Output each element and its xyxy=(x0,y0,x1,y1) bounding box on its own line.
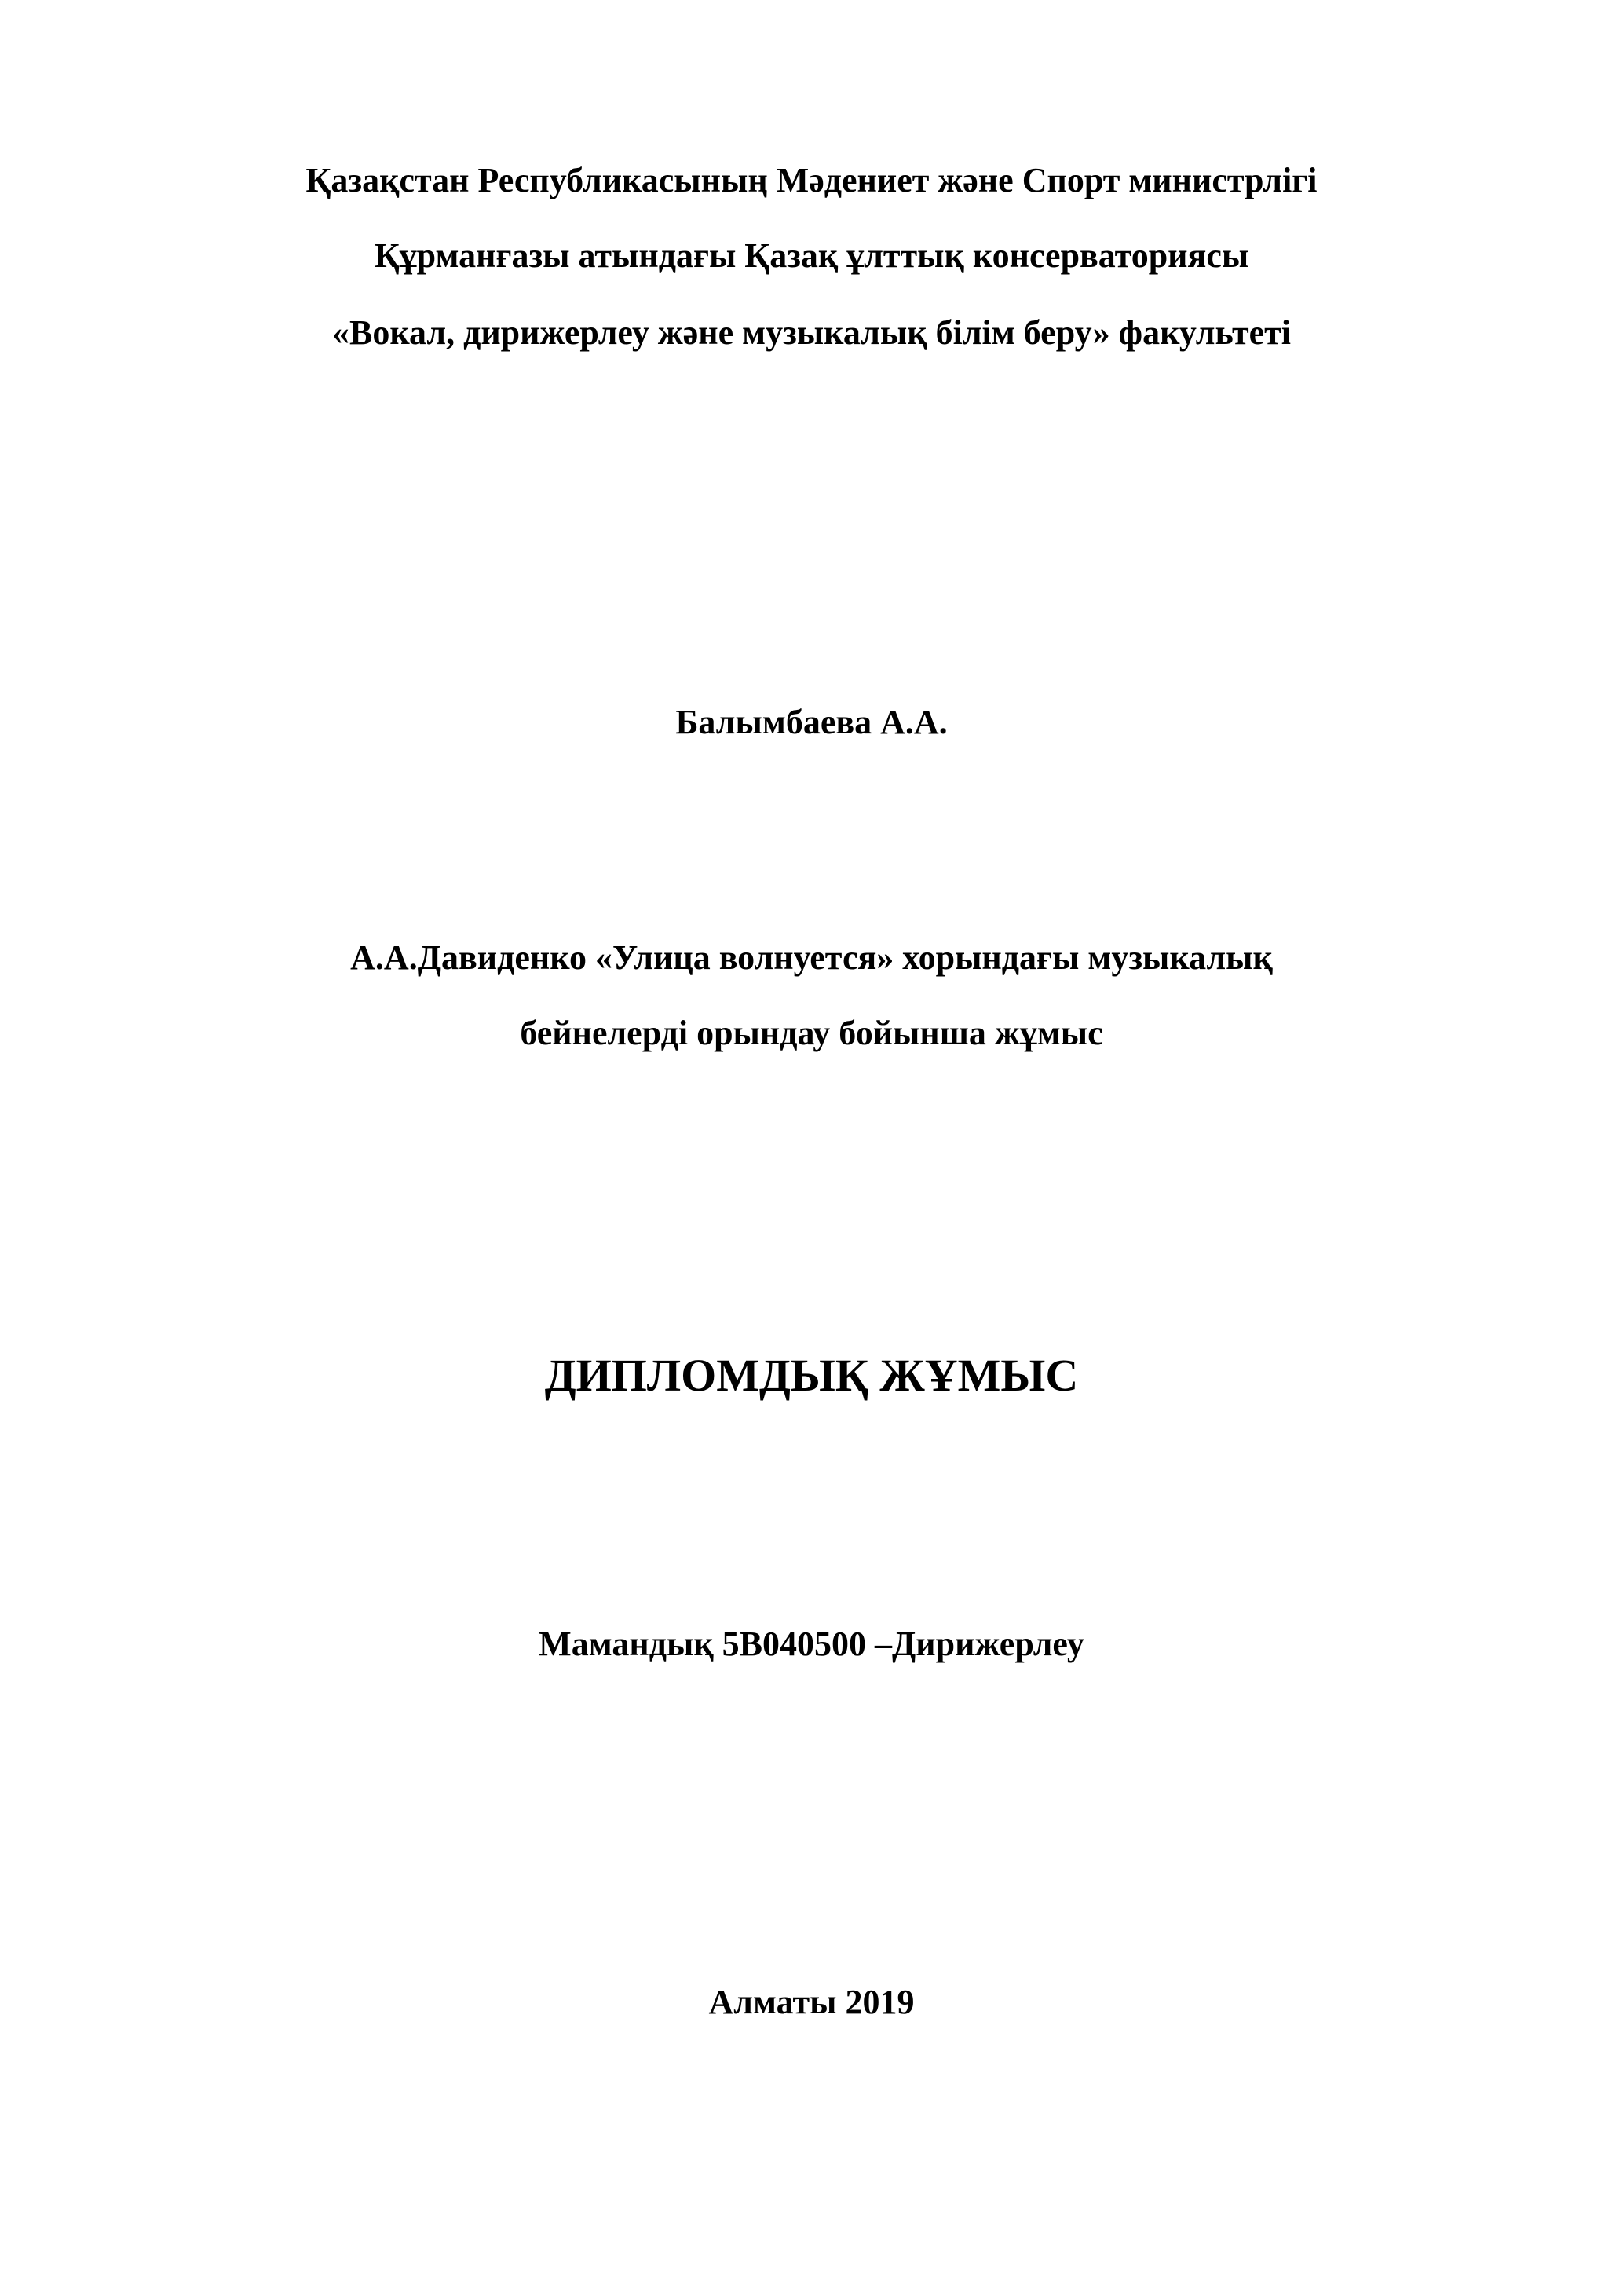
author-name: Балымбаева А.А. xyxy=(675,703,948,741)
ministry-name: Қазақстан Республикасының Мәдениет және Спорт министрлігі xyxy=(305,161,1318,199)
conservatory-name: Құрманғазы атындағы Қазақ ұлттық консерваториясы xyxy=(374,236,1249,275)
work-title-line-2: бейнелерді орындау бойынша жұмыс xyxy=(520,1014,1103,1052)
work-title-line-1: А.А.Давиденко «Улица волнуется» хорындағы музыкалық xyxy=(350,938,1273,977)
faculty-name: «Вокал, дирижерлеу және музыкалық білім беру» факультеті xyxy=(331,313,1292,352)
specialty: Мамандық 5В040500 –Дирижерлеу xyxy=(539,1625,1084,1663)
city-and-year: Алматы 2019 xyxy=(708,1983,915,2021)
document-type: ДИПЛОМДЫҚ ЖҰМЫС xyxy=(544,1350,1079,1401)
